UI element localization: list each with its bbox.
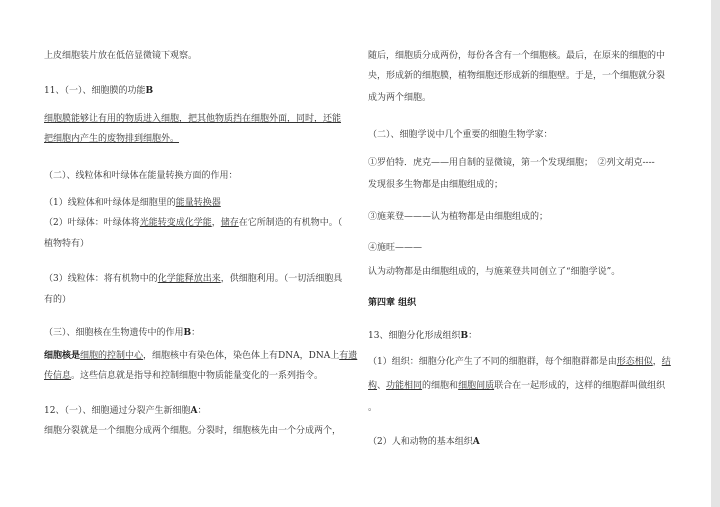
text-segment: 细胞膜能够让有用的物质进入细胞，把其他物质挡在细胞外面，同时，还能 [44, 114, 342, 124]
text-line [44, 294, 71, 306]
text-segment: 形态相似 [616, 357, 653, 367]
text-segment: 11、（一）、细胞膜的功能 [44, 86, 146, 96]
text-segment: A [472, 437, 480, 447]
text-segment: 联合在一起形成的，这样的细胞群叫做组织 [494, 381, 666, 391]
text-line [44, 350, 357, 362]
text-line [44, 405, 206, 417]
text-segment: ①罗伯特．虎克——用自制的显微镜，第一个发现细胞； ②列文胡克---- [368, 158, 655, 168]
text-segment: B [183, 328, 192, 338]
text-segment: 发现很多生物都是由细胞组成的； [368, 180, 504, 190]
text-segment: 成为两个细胞。 [368, 93, 432, 103]
text-segment: B [460, 331, 469, 341]
text-segment: ， [211, 218, 221, 228]
text-segment: ③施莱登———认为植物都是由细胞组成的； [368, 212, 549, 222]
text-segment: 细胞分裂就是一个细胞分成两个细胞。分裂时，细胞核先由一个分成两个， [44, 426, 342, 436]
text-line [44, 113, 341, 125]
text-line [368, 50, 665, 62]
text-line [368, 70, 665, 82]
right-edge-bar [711, 0, 720, 507]
text-segment: ，供细胞利用。（一切活细胞具 [220, 274, 343, 284]
text-line [44, 370, 323, 382]
text-line [368, 211, 548, 223]
text-line [44, 425, 341, 437]
text-line [368, 436, 480, 448]
text-segment: 功能相同 [386, 381, 423, 391]
text-segment: （二）、细胞学说中几个重要的细胞生物学家： [368, 130, 553, 140]
text-segment: 细胞的控制中心 [80, 351, 144, 361]
text-segment: 。这些信息就是指导和控制细胞中物质能量变化的一系列指令。 [71, 371, 324, 381]
text-segment: ④施旺——— [368, 243, 423, 253]
text-segment: 结 [661, 357, 671, 367]
text-segment: 有的） [44, 295, 72, 305]
text-segment: 构 [368, 381, 378, 391]
text-line [368, 179, 503, 191]
text-segment: （3）线粒体：将有机物中的 [44, 274, 158, 284]
text-segment: 上皮细胞装片放在低倍显微镜下观察。 [44, 51, 198, 61]
text-segment: 是 [71, 351, 81, 361]
text-segment: （三）、细胞核在生物遗传中的作用 [44, 328, 184, 338]
text-line [368, 356, 671, 368]
text-segment: 央，形成新的细胞膜，植物细胞还形成新的细胞壁。于是，一个细胞就分裂 [368, 71, 666, 81]
text-segment: ： [468, 331, 478, 341]
text-line [368, 266, 620, 278]
text-segment: （2）叶绿体：叶绿体将 [44, 218, 140, 228]
text-line [368, 157, 655, 169]
text-line [368, 380, 665, 392]
text-segment: ： [191, 328, 201, 338]
text-segment: 。 [368, 403, 378, 413]
text-line [44, 170, 238, 182]
text-segment: B [145, 86, 154, 96]
text-segment: 12、（一）、细胞通过分裂产生新细胞 [44, 406, 191, 416]
text-line [44, 133, 179, 145]
text-line [44, 50, 197, 62]
text-segment: 认为动物都是由细胞组成的，与施莱登共同创立了“细胞学说”。 [368, 267, 621, 277]
text-segment: 储存 [220, 218, 239, 228]
text-segment: （1）组织：细胞分化产生了不同的细胞群，每个细胞群都是由 [368, 357, 617, 367]
text-segment: 在它所制造的有机物中。（ [238, 218, 343, 228]
text-line [368, 330, 477, 342]
text-segment: 、 [377, 381, 387, 391]
text-segment: 细胞核 [44, 351, 72, 361]
text-line [368, 242, 422, 254]
text-segment: 传信息 [44, 371, 72, 381]
text-segment: （二）、线粒体和叶绿体在能量转换方面的作用： [44, 171, 238, 181]
text-segment: A [190, 406, 198, 416]
text-line [368, 92, 431, 104]
text-line [44, 327, 200, 339]
text-line [368, 402, 377, 414]
text-segment: 植物特有） [44, 239, 90, 249]
text-segment: 细胞间质 [458, 381, 495, 391]
text-line [44, 217, 342, 229]
text-line [44, 197, 221, 209]
text-segment: 第四章 组织 [368, 298, 417, 308]
text-segment: ，细胞核中有染色体，染色体上有DNA，DNA上 [143, 351, 340, 361]
text-line [44, 273, 342, 285]
text-segment: 随后，细胞质分成两份，每份各含有一个细胞核。最后，在原来的细胞的中 [368, 51, 666, 61]
text-line [368, 297, 416, 309]
text-line [44, 238, 89, 250]
text-segment: 把细胞内产生的废物排到细胞外。 [44, 134, 180, 144]
text-segment: （1）线粒体和叶绿体是细胞里的 [44, 198, 176, 208]
text-segment: ： [197, 406, 207, 416]
text-segment: 能量转换器 [175, 198, 221, 208]
text-segment: （2）人和动物的基本组织 [368, 437, 473, 447]
text-line [368, 129, 553, 141]
text-segment: ， [652, 357, 662, 367]
text-segment: 光能转变成化学能 [139, 218, 212, 228]
text-segment: 的细胞和 [422, 381, 459, 391]
text-segment: 13、细胞分化形成组织 [368, 331, 461, 341]
text-segment: 有遗 [339, 351, 358, 361]
text-line [44, 85, 153, 97]
text-segment: 化学能释放出来 [157, 274, 221, 284]
